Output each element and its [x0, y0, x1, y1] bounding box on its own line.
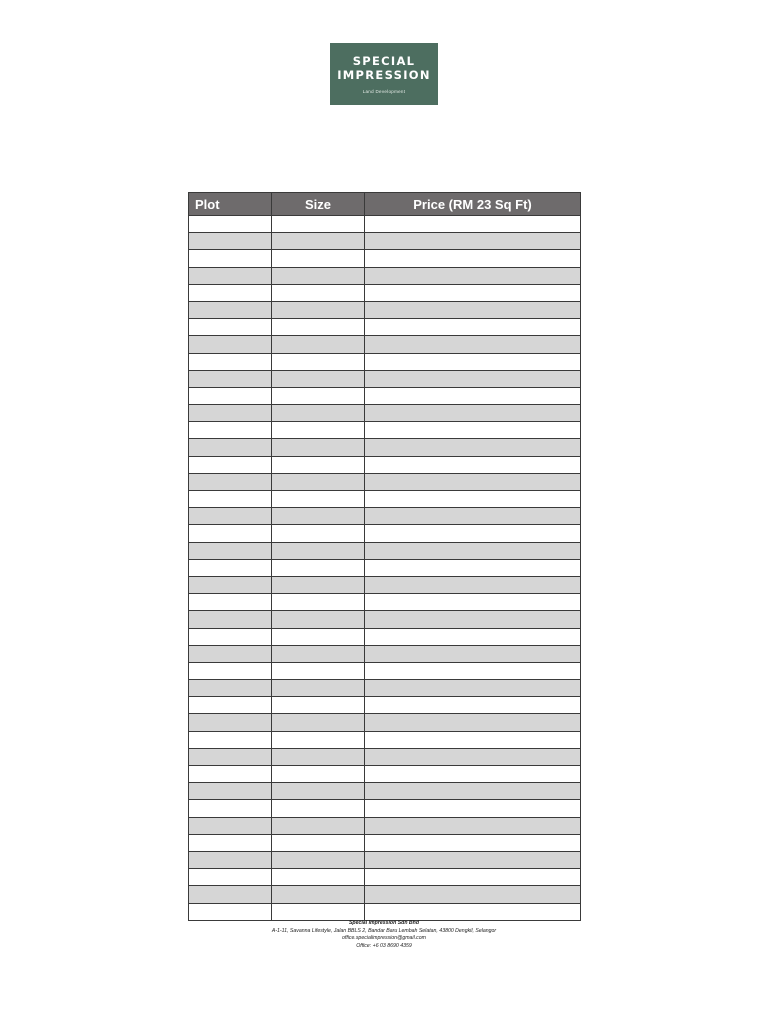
table-cell-plot[interactable] [189, 748, 272, 765]
table-row [189, 869, 581, 886]
table-cell-plot[interactable] [189, 903, 272, 920]
table-cell-plot[interactable] [189, 611, 272, 628]
table-row [189, 542, 581, 559]
table-cell-plot[interactable] [189, 697, 272, 714]
price-table [188, 192, 581, 921]
table-row [189, 250, 581, 267]
table-cell-price[interactable] [365, 800, 581, 817]
table-cell-price[interactable] [365, 250, 581, 267]
table-cell-price[interactable] [365, 594, 581, 611]
table-row [189, 783, 581, 800]
table-cell-size[interactable] [272, 834, 365, 851]
table-cell-size[interactable] [272, 353, 365, 370]
table-cell-plot[interactable] [189, 714, 272, 731]
table-cell-size[interactable] [272, 697, 365, 714]
table-cell-plot[interactable] [189, 353, 272, 370]
table-cell-price[interactable] [365, 886, 581, 903]
table-row [189, 645, 581, 662]
table-cell-size[interactable] [272, 439, 365, 456]
table-cell-price[interactable] [365, 766, 581, 783]
logo-line-2: IMPRESSION [337, 68, 431, 82]
table-cell-price[interactable] [365, 387, 581, 404]
table-cell-size[interactable] [272, 422, 365, 439]
table-row [189, 456, 581, 473]
table-cell-size[interactable] [272, 250, 365, 267]
table-cell-plot[interactable] [189, 817, 272, 834]
table-cell-plot[interactable] [189, 370, 272, 387]
table-row [189, 387, 581, 404]
table-cell-size[interactable] [272, 233, 365, 250]
table-cell-plot[interactable] [189, 628, 272, 645]
table-cell-price[interactable] [365, 301, 581, 318]
table-row [189, 525, 581, 542]
table-cell-size[interactable] [272, 662, 365, 679]
table-cell-price[interactable] [365, 645, 581, 662]
table-cell-size[interactable] [272, 491, 365, 508]
table-cell-plot[interactable] [189, 439, 272, 456]
table-row [189, 766, 581, 783]
footer-email: office.specialimpression@gmail.com [342, 935, 426, 942]
table-row [189, 594, 581, 611]
table-cell-size[interactable] [272, 542, 365, 559]
table-cell-plot[interactable] [189, 473, 272, 490]
table-cell-size[interactable] [272, 284, 365, 301]
footer-phone: Office: +6 03 8690 4359 [356, 942, 412, 949]
table-cell-price[interactable] [365, 456, 581, 473]
table-row [189, 611, 581, 628]
table-cell-size[interactable] [272, 748, 365, 765]
table-cell-plot[interactable] [189, 405, 272, 422]
table-row [189, 714, 581, 731]
table-cell-size[interactable] [272, 370, 365, 387]
footer-address: A-1-11, Savanna Lifestyle, Jalan BBLS 2, Bandar Baru Lembah Selatan, 43800 Dengkil, Selangor [271, 927, 497, 934]
table-cell-plot[interactable] [189, 542, 272, 559]
table-cell-price[interactable] [365, 834, 581, 851]
table-cell-price[interactable] [365, 473, 581, 490]
table-cell-price[interactable] [365, 353, 581, 370]
table-cell-plot[interactable] [189, 508, 272, 525]
table-row [189, 301, 581, 318]
table-row [189, 817, 581, 834]
table-cell-size[interactable] [272, 714, 365, 731]
table-row [189, 834, 581, 851]
table-cell-size[interactable] [272, 731, 365, 748]
table-cell-plot[interactable] [189, 216, 272, 233]
table-cell-size[interactable] [272, 817, 365, 834]
table-cell-plot[interactable] [189, 387, 272, 404]
table-cell-size[interactable] [272, 216, 365, 233]
header-price: Price (RM 23 Sq Ft) [365, 193, 581, 216]
logo-line-1: SPECIAL [352, 54, 416, 68]
table-cell-size[interactable] [272, 766, 365, 783]
footer [0, 920, 768, 950]
table-row [189, 628, 581, 645]
table-cell-size[interactable] [272, 576, 365, 593]
table-cell-plot[interactable] [189, 851, 272, 868]
table-cell-price[interactable] [365, 628, 581, 645]
table-cell-price[interactable] [365, 559, 581, 576]
table-row [189, 559, 581, 576]
table-header-row [189, 193, 581, 216]
table-cell-price[interactable] [365, 783, 581, 800]
table-cell-plot[interactable] [189, 783, 272, 800]
table-row [189, 576, 581, 593]
table-row [189, 353, 581, 370]
table-cell-price[interactable] [365, 233, 581, 250]
table-row [189, 370, 581, 387]
table-cell-plot[interactable] [189, 800, 272, 817]
table-cell-size[interactable] [272, 886, 365, 903]
table-cell-size[interactable] [272, 525, 365, 542]
table-cell-plot[interactable] [189, 559, 272, 576]
table-cell-plot[interactable] [189, 766, 272, 783]
table-cell-price[interactable] [365, 491, 581, 508]
table-cell-price[interactable] [365, 525, 581, 542]
table-cell-price[interactable] [365, 284, 581, 301]
table-cell-price[interactable] [365, 714, 581, 731]
table-cell-price[interactable] [365, 542, 581, 559]
table-cell-price[interactable] [365, 903, 581, 920]
table-cell-size[interactable] [272, 559, 365, 576]
table-row [189, 284, 581, 301]
table-cell-plot[interactable] [189, 834, 272, 851]
table-row [189, 439, 581, 456]
table-cell-size[interactable] [272, 594, 365, 611]
table-row [189, 405, 581, 422]
table-cell-plot[interactable] [189, 284, 272, 301]
table-cell-size[interactable] [272, 851, 365, 868]
table-cell-size[interactable] [272, 508, 365, 525]
table-cell-size[interactable] [272, 301, 365, 318]
table-cell-size[interactable] [272, 903, 365, 920]
table-cell-plot[interactable] [189, 576, 272, 593]
table-cell-price[interactable] [365, 405, 581, 422]
table-cell-size[interactable] [272, 473, 365, 490]
table-cell-size[interactable] [272, 783, 365, 800]
table-cell-size[interactable] [272, 800, 365, 817]
table-cell-size[interactable] [272, 387, 365, 404]
table-cell-plot[interactable] [189, 456, 272, 473]
table-cell-size[interactable] [272, 336, 365, 353]
table-cell-size[interactable] [272, 645, 365, 662]
table-row [189, 319, 581, 336]
table-row [189, 336, 581, 353]
table-row [189, 422, 581, 439]
table-row [189, 731, 581, 748]
table-cell-size[interactable] [272, 456, 365, 473]
table-cell-price[interactable] [365, 869, 581, 886]
header-plot: Plot [189, 193, 272, 216]
table-cell-price[interactable] [365, 370, 581, 387]
table-cell-price[interactable] [365, 731, 581, 748]
table-cell-plot[interactable] [189, 525, 272, 542]
table-row [189, 886, 581, 903]
table-cell-price[interactable] [365, 508, 581, 525]
table-cell-price[interactable] [365, 267, 581, 284]
table-body [189, 216, 581, 921]
table-row [189, 697, 581, 714]
table-row [189, 800, 581, 817]
table-row [189, 267, 581, 284]
table-row [189, 233, 581, 250]
table-row [189, 473, 581, 490]
table-cell-plot[interactable] [189, 645, 272, 662]
table-cell-price[interactable] [365, 680, 581, 697]
table-cell-size[interactable] [272, 869, 365, 886]
table-cell-price[interactable] [365, 216, 581, 233]
table-cell-price[interactable] [365, 662, 581, 679]
table-cell-plot[interactable] [189, 267, 272, 284]
table-row [189, 491, 581, 508]
table-cell-size[interactable] [272, 680, 365, 697]
table-cell-plot[interactable] [189, 680, 272, 697]
footer-company: Special Impression Sdn Bhd [348, 920, 420, 926]
table-cell-size[interactable] [272, 319, 365, 336]
table-cell-price[interactable] [365, 697, 581, 714]
table-cell-price[interactable] [365, 439, 581, 456]
table-cell-price[interactable] [365, 817, 581, 834]
table-cell-price[interactable] [365, 851, 581, 868]
table-cell-plot[interactable] [189, 336, 272, 353]
company-logo [330, 43, 438, 105]
logo-tagline: Land Development [362, 89, 406, 94]
table-cell-size[interactable] [272, 267, 365, 284]
table-cell-price[interactable] [365, 611, 581, 628]
table-cell-plot[interactable] [189, 594, 272, 611]
table-cell-plot[interactable] [189, 319, 272, 336]
table-row [189, 748, 581, 765]
table-row [189, 903, 581, 920]
table-cell-price[interactable] [365, 748, 581, 765]
table-cell-size[interactable] [272, 405, 365, 422]
table-cell-price[interactable] [365, 319, 581, 336]
table-cell-price[interactable] [365, 422, 581, 439]
table-cell-price[interactable] [365, 336, 581, 353]
table-cell-plot[interactable] [189, 662, 272, 679]
table-row [189, 680, 581, 697]
table-cell-plot[interactable] [189, 491, 272, 508]
table-cell-size[interactable] [272, 611, 365, 628]
table-row [189, 508, 581, 525]
table-cell-plot[interactable] [189, 869, 272, 886]
table-cell-plot[interactable] [189, 422, 272, 439]
table-row [189, 662, 581, 679]
table-cell-plot[interactable] [189, 731, 272, 748]
table-cell-price[interactable] [365, 576, 581, 593]
table-cell-size[interactable] [272, 628, 365, 645]
table-row [189, 216, 581, 233]
table-row [189, 851, 581, 868]
table-cell-plot[interactable] [189, 233, 272, 250]
table-cell-plot[interactable] [189, 301, 272, 318]
table-cell-plot[interactable] [189, 250, 272, 267]
header-size: Size [272, 193, 365, 216]
table-cell-plot[interactable] [189, 886, 272, 903]
